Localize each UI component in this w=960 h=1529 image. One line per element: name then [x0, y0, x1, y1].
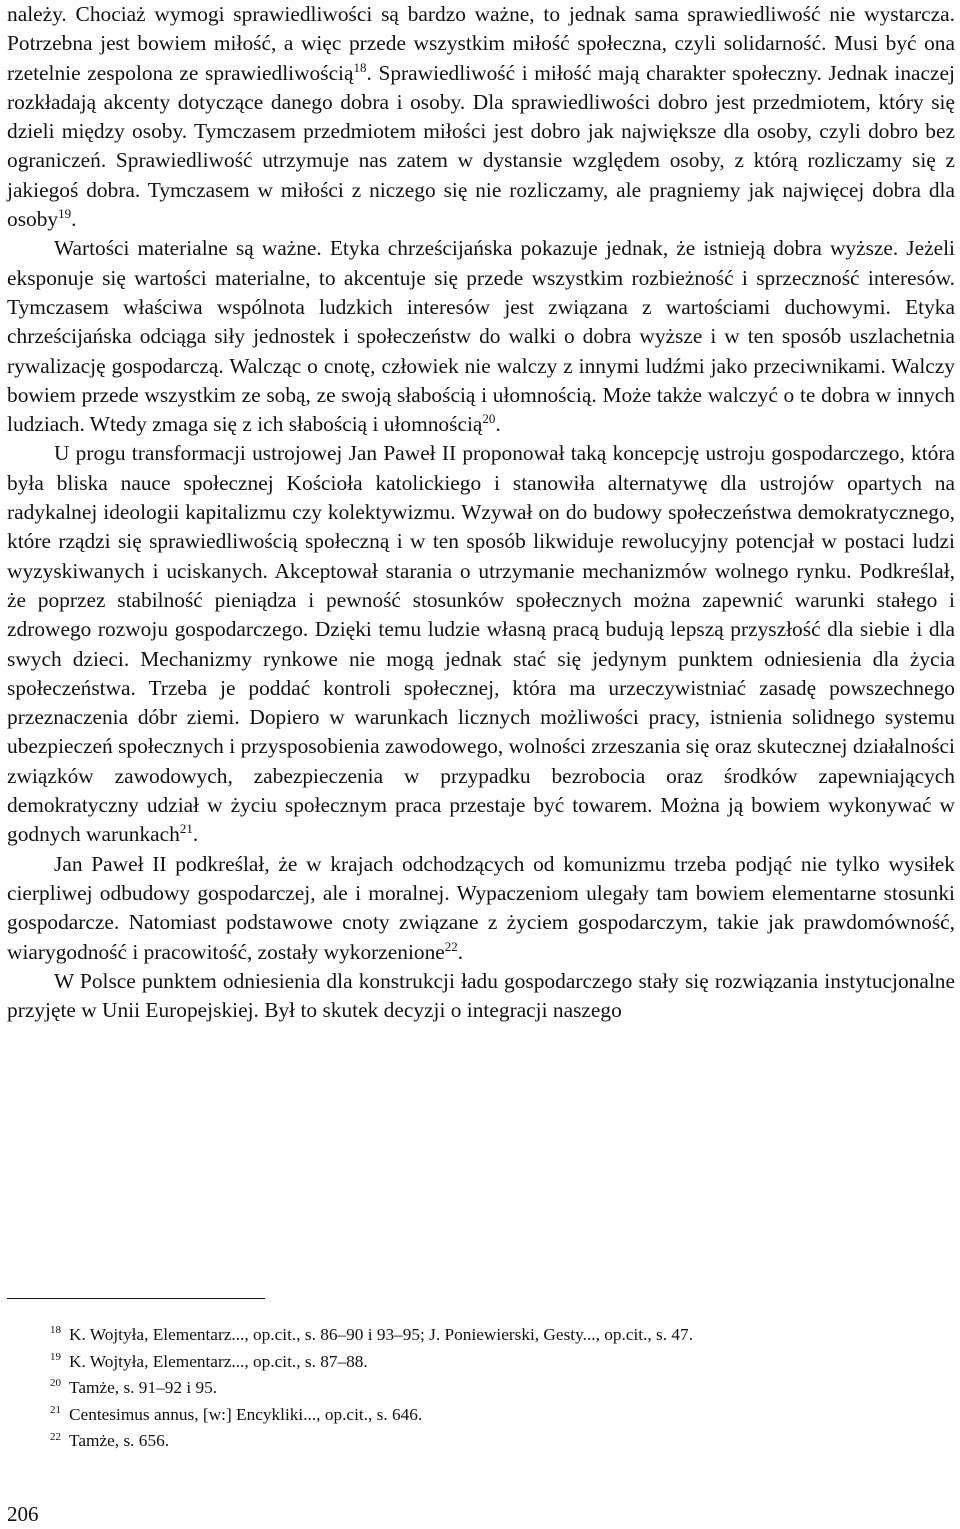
footnote-number: 20: [50, 1377, 61, 1390]
footnote-text: K. Wojtyła, Elementarz..., op.cit., s. 86–90 i 93–95; J. Poniewierski, Gesty..., op.cit., s. 47.: [69, 1325, 694, 1344]
footnote-reference: 19: [58, 205, 72, 221]
footnote: [50, 1428, 950, 1455]
footnote-reference: 21: [179, 821, 193, 837]
footnote: [50, 1322, 950, 1349]
footnote: [50, 1402, 950, 1429]
paragraph-text: Wartości materialne są ważne. Etyka chrześcijańska pokazuje jednak, że istnieją dobra wyższe. Jeżeli eksponuje się wartości materialne, to akcentuje się przede wszystkim rozbieżność i sprzeczność interesów. Tymczasem właściwa wspólnota ludzkich interesów jest związana z wartościami duchowymi. Etyka chrześcijańska odciąga siły jednostek i społeczeństw do walki o dobra wyższe i w ten sposób uszlachetnia rywalizację gospodarczą. Walcząc o cnotę, człowiek nie walczy z innymi ludźmi jako przeciwnikami. Walczy bowiem przede wszystkim ze sobą, ze swoją słabością i ułomnością. Może także walczyć o te dobra w innych ludziach. Wtedy zmaga się z ich słabością i ułomnością: [7, 236, 955, 437]
footnotes: [50, 1322, 950, 1455]
paragraph-text: .: [192, 822, 199, 847]
paragraph-text: W Polsce punktem odniesienia dla konstrukcji ładu gospodarczego stały się rozwiązania instytucjonalne przyjęte w Unii Europejskiej. Był to skutek decyzji o integracji naszego: [7, 968, 955, 1023]
footnote-text: Tamże, s. 91–92 i 95.: [69, 1378, 218, 1398]
paragraph: [7, 967, 955, 1026]
paragraph-text: .: [457, 939, 464, 964]
footnote-reference: 18: [353, 59, 367, 75]
paragraph-text: Jan Paweł II podkreślał, że w krajach odchodzących od komunizmu trzeba podjąć nie tylko wysiłek cierpliwej odbudowy gospodarczej, ale i moralnej. Wypaczeniom ulegały tam bowiem elementarne stosunki gospodarcze. Natomiast podstawowe cnoty związane z życiem gospodarczym, takie jak prawdomówność, wiarygodność i pracowitość, zostały wykorzenione: [7, 851, 955, 964]
paragraph-text: .: [495, 412, 501, 437]
footnote-reference: 20: [482, 411, 496, 427]
footnote-separator: [7, 1298, 265, 1299]
paragraph-text: .: [71, 207, 77, 232]
footnote-number: 18: [50, 1324, 61, 1337]
paragraph: [7, 439, 955, 849]
paragraph-text: U progu transformacji ustrojowej Jan Paweł II proponował taką koncepcję ustroju gospodarczego, która była bliska nauce społecznej Kościoła katolickiego i stanowiła alternatywę dla ustrojów opartych na radykalnej ideologii kapitalizmu czy kolektywizmu. Wzywał on do budowy społeczeństwa demokratycznego, które rządzi się sprawiedliwością społeczną i w ten sposób likwiduje rewolucyjny potencjał w postaci ludzi wyzyskiwanych i uciskanych. Akceptował starania o utrzymanie mechanizmów wolnego rynku. Podkreślał, że poprzez stabilność pieniądza i pewność stosunków społecznych można zapewnić warunki stałego i zdrowego rozwoju gospodarczego. Dzięki temu ludzie własną pracą budują lepszą przyszłość dla siebie i dla swych dzieci. Mechanizmy rynkowe nie mogą jednak stać się jedynym punktem odniesienia dla życia społeczeństwa. Trzeba je poddać kontroli społecznej, która ma urzeczywistniać zasadę powszechnego przeznaczenia dóbr ziemi. Dopiero w warunkach licznych możliwości pracy, istnienia solidnego systemu ubezpieczeń społecznych i przysposobienia zawodowego, wolności zrzeszania się oraz skutecznej działalności związków zawodowych, zabezpieczenia w przypadku bezrobocia oraz środków zapewniających demokratyczny udział w życiu społecznym praca przestaje być towarem. Można ją bowiem wykonywać w godnych warunkach: [7, 441, 955, 847]
footnote-reference: 22: [444, 938, 458, 954]
page: [7, 0, 955, 1025]
body-text: [7, 0, 955, 1025]
footnote-text: Tamże, s. 656.: [69, 1431, 170, 1451]
footnote: [50, 1375, 950, 1402]
footnote-text: Centesimus annus, [w:] Encykliki..., op.cit., s. 646.: [69, 1404, 423, 1424]
footnote-number: 19: [50, 1350, 61, 1363]
paragraph-text: . Sprawiedliwość i miłość mają charakter społeczny. Jednak inaczej rozkładają akcenty dotyczące danego dobra i osoby. Dla sprawiedliwości dobro jest przedmiotem, który się dzieli między osoby. Tymczasem przedmiotem miłości jest dobro jak największe dla osoby, czyli dobro bez ograniczeń. Sprawiedliwość utrzymuje nas zatem w dystansie względem osoby, z którą rozliczamy się z jakiegoś dobra. Tymczasem w miłości z niczego się nie rozliczamy, ale pragniemy jak najwięcej dobra dla osoby: [7, 60, 955, 232]
footnote-text: K. Wojtyła, Elementarz..., op.cit., s. 87–88.: [69, 1351, 368, 1371]
footnote-number: 22: [50, 1430, 61, 1443]
paragraph: [7, 0, 955, 234]
paragraph-text: należy. Chociaż wymogi sprawiedliwości są bardzo ważne, to jednak sama sprawiedliwość nie wystarcza. Potrzebna jest bowiem miłość, a więc przede wszystkim miłość społeczna, czyli solidarność. Musi być ona rzetelnie zespolona ze sprawiedliwością: [7, 2, 955, 85]
footnote: [50, 1349, 950, 1376]
paragraph: [7, 850, 955, 967]
paragraph: [7, 234, 955, 439]
footnote-number: 21: [50, 1404, 61, 1417]
page-number: 206: [7, 1502, 39, 1526]
